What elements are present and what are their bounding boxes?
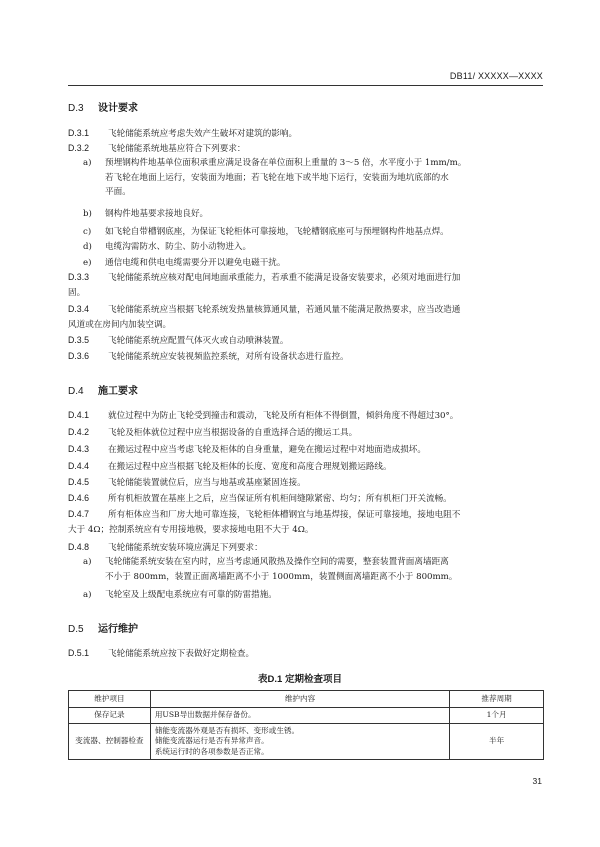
recommended-period: 半年	[450, 723, 544, 760]
section-title: 施工要求	[98, 386, 138, 397]
clause-d47	[68, 507, 546, 537]
list-item	[83, 555, 543, 584]
clause-text: 所有机柜放置在基座上之后，应当保证所有机柜间缝隙紧密、均匀；所有机柜门开关流畅。	[108, 494, 452, 504]
item-text: 不小于 800mm，装置正面离墙距离不小于 1000mm，装置侧面离墙距离不小于 800mm。	[105, 571, 458, 582]
clause-text: 所有柜体应当和厂房大地可靠连接，飞轮柜体槽钢宜与地基焊接，保证可靠接地，接地电阻不	[108, 510, 461, 520]
clause-d46	[68, 491, 546, 507]
clause-number: D.4.1	[68, 410, 90, 420]
clause-text: 在搬运过程中应当根据飞轮及柜体的长度、宽度和高度合理规划搬运路线。	[108, 462, 392, 472]
clause-text: 固。	[68, 287, 86, 298]
clause-text: 飞轮储能系统应考虑失效产生破坏对建筑的影响。	[108, 129, 298, 139]
content-line: 系统运行时的各项参数是否正常。	[154, 746, 269, 756]
table-header-row	[69, 691, 544, 708]
clause-text: 飞轮储能系统安装环境应满足下列要求：	[108, 543, 263, 553]
clause-number: D.3.2	[68, 143, 90, 153]
clause-d32	[68, 141, 546, 157]
clause-number: D.3.3	[68, 272, 90, 282]
column-header: 推荐周期	[450, 691, 544, 708]
clause-text: 就位过程中为防止飞轮受到撞击和震动，飞轮及所有柜体不得倒置，倾斜角度不得超过30°。	[108, 411, 459, 421]
section-number: D.4	[68, 386, 84, 397]
clause-d31	[68, 126, 546, 142]
clause-text: 风道或在房间内加装空调。	[68, 319, 172, 330]
clause-d44	[68, 459, 546, 475]
table-row	[69, 708, 544, 724]
clause-number: D.5.1	[68, 648, 90, 658]
clause-d45	[68, 475, 546, 491]
maintenance-item: 变流器、控制器检查	[69, 723, 151, 760]
clause-d48	[68, 540, 546, 556]
column-header: 维护内容	[150, 691, 449, 708]
document-code: DB11/ XXXXX—XXXX	[449, 71, 543, 81]
item-text: 钢构件地基要求接地良好。	[105, 209, 209, 219]
list-item	[83, 207, 543, 222]
clause-number: D.3.4	[68, 304, 90, 314]
clause-number: D.4.5	[68, 477, 90, 487]
maintenance-item: 保存记录	[69, 708, 151, 724]
clause-number: D.4.7	[68, 509, 90, 519]
maintenance-content	[150, 723, 449, 760]
clause-text: 飞轮储能系统地基应符合下列要求：	[108, 144, 246, 154]
item-mark: b)	[83, 209, 92, 219]
clause-number: D.3.6	[68, 351, 90, 361]
clause-d34	[68, 302, 546, 332]
clause-d35	[68, 333, 546, 349]
section-number: D.5	[68, 624, 84, 635]
clause-number: D.4.4	[68, 461, 90, 471]
section-title: 运行维护	[98, 624, 138, 635]
item-mark: d)	[83, 242, 92, 252]
section-heading-d3	[68, 99, 138, 114]
clause-text: 飞轮储能装置就位后，应当与地基或基座紧固连接。	[108, 478, 306, 488]
item-text: 飞轮室及上级配电系统应有可靠的防雷措施。	[105, 590, 277, 600]
list-item	[83, 588, 543, 603]
table-title: 表D.1 定期检查项目	[258, 674, 342, 685]
maintenance-content: 用USB导出数据并保存备份。	[150, 708, 449, 724]
list-item	[83, 240, 543, 255]
clause-text: 飞轮储能系统应按下表做好定期检查。	[108, 649, 255, 659]
item-text: 通信电缆和供电电缆需要分开以避免电磁干扰。	[105, 258, 286, 268]
item-text: 电缆沟需防水、防尘、防小动物进入。	[105, 242, 252, 252]
section-heading-d4	[68, 382, 138, 397]
clause-text: 飞轮储能系统应当根据飞轮系统发热量核算通风量，若通风量不能满足散热要求，应当改造通	[108, 305, 461, 315]
clause-text: 飞轮及柜体就位过程中应当根据设备的自重选择合适的搬运工具。	[108, 428, 358, 438]
item-text: 如飞轮自带槽钢底座，为保证飞轮柜体可靠接地，飞轮槽钢底座可与预埋钢构件地基点焊。	[105, 227, 449, 237]
item-mark: c)	[83, 227, 92, 237]
maintenance-table	[68, 690, 544, 760]
section-heading-d5	[68, 620, 138, 635]
clause-number: D.4.6	[68, 493, 90, 503]
clause-d33	[68, 270, 546, 300]
item-text: 若飞轮在地面上运行，安装面为地面；若飞轮在地下或半地下运行，安装面为地坑底部的水	[105, 172, 449, 183]
item-text: 飞轮储能系统安装在室内时，应当考虑通风散热及操作空间的需要，整套装置背面离墙距离	[105, 557, 449, 567]
item-mark: a)	[83, 590, 92, 600]
section-title: 设计要求	[98, 103, 138, 114]
item-mark: e)	[83, 258, 92, 268]
clause-text: 飞轮储能系统应配置气体灭火或自动喷淋装置。	[108, 336, 289, 346]
item-text: 预埋钢构件地基单位面积承重应满足设备在单位面积上重量的 3～5 倍，水平度小于 1mm/m。	[105, 158, 467, 168]
clause-number: D.4.2	[68, 427, 90, 437]
header-divider	[68, 85, 543, 86]
clause-text: 飞轮储能系统应核对配电间地面承重能力，若承重不能满足设备安装要求，必须对地面进行加	[108, 273, 461, 283]
clause-number: D.3.5	[68, 335, 90, 345]
clause-d43	[68, 442, 546, 458]
clause-d51	[68, 646, 546, 662]
table-row	[69, 723, 544, 760]
clause-d42	[68, 425, 546, 441]
clause-number: D.3.1	[68, 128, 90, 138]
page-number: 31	[532, 776, 542, 786]
content-line: 储能变流器运行是否有异常声音。	[154, 736, 269, 745]
clause-text: 飞轮储能系统应安装视频监控系统，对所有设备状态进行监控。	[108, 352, 349, 362]
content-line: 储能变流器外观是否有损坏、变形或生锈。	[154, 725, 300, 735]
clause-text: 在搬运过程中应当考虑飞轮及柜体的自身重量，避免在搬运过程中对地面造成损坏。	[108, 445, 426, 455]
item-text: 平面。	[105, 187, 131, 197]
list-item	[83, 225, 543, 240]
clause-number: D.4.8	[68, 542, 90, 552]
clause-text: 大于 4Ω；控制系统应有专用接地极，要求接地电阻不大于 4Ω。	[68, 524, 314, 535]
item-mark: a)	[83, 158, 92, 168]
clause-number: D.4.3	[68, 444, 90, 454]
clause-d41	[68, 408, 546, 424]
list-item	[83, 156, 543, 200]
column-header: 维护项目	[69, 691, 151, 708]
item-mark: a)	[83, 557, 92, 567]
clause-d36	[68, 349, 546, 365]
list-item	[83, 256, 543, 271]
recommended-period: 1个月	[450, 708, 544, 724]
section-number: D.3	[68, 103, 84, 114]
